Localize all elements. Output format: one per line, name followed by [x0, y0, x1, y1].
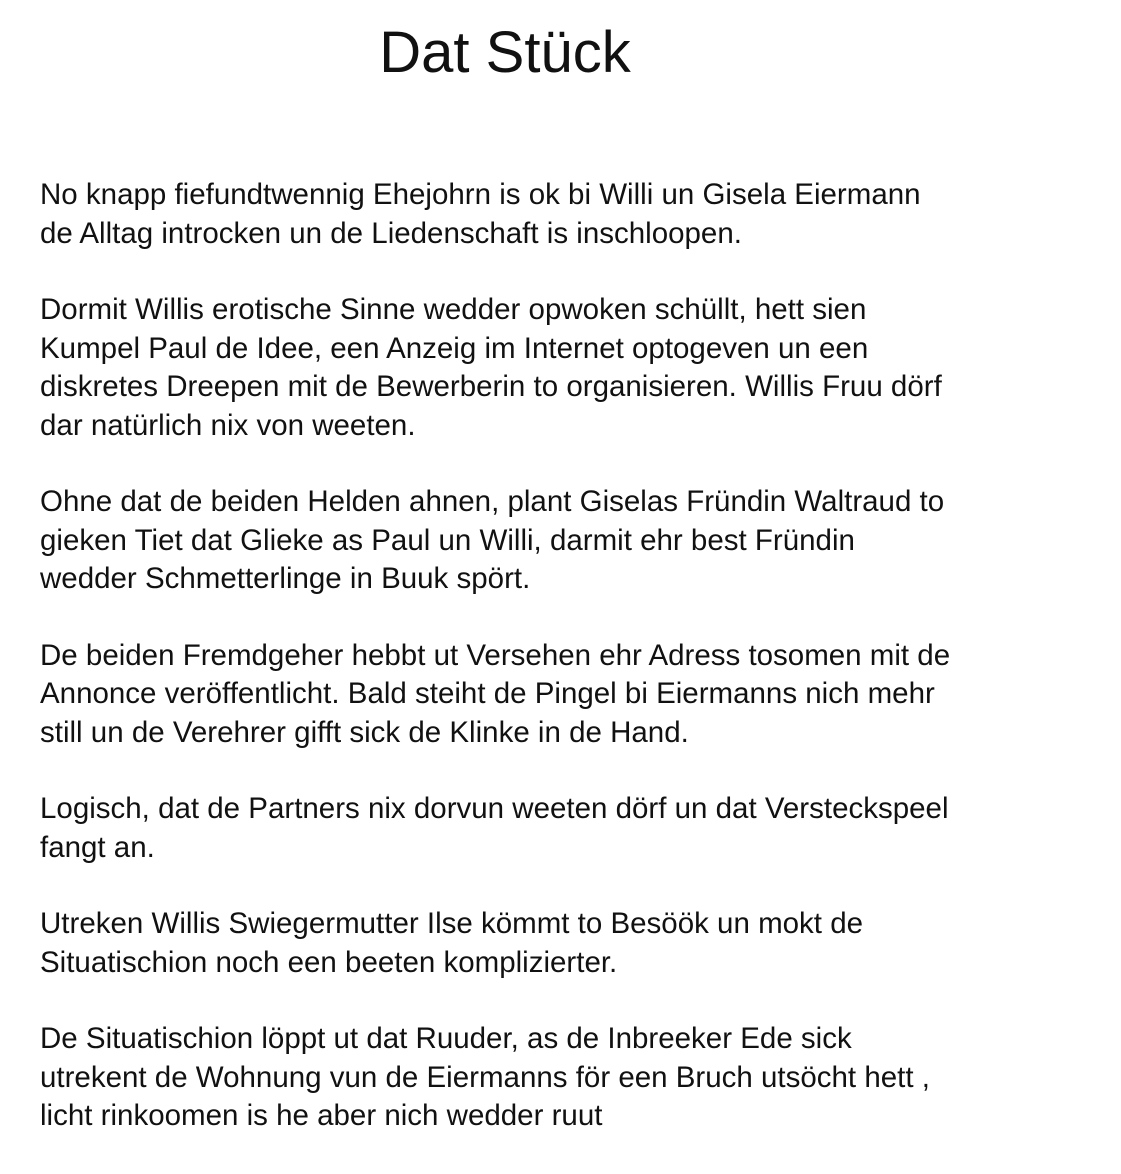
text-line: gieken Tiet dat Glieke as Paul un Willi, darmit ehr best Fründin: [40, 523, 855, 557]
text-line: fangt an.: [40, 830, 155, 864]
paragraph-2: [40, 291, 1100, 445]
text-line: Ohne dat de beiden Helden ahnen, plant Giselas Fründin Waltraud to: [40, 485, 945, 518]
paragraph-3: [40, 483, 1100, 599]
text-line: Annonce veröffentlicht. Bald steiht de Pingel bi Eiermanns nich mehr: [40, 677, 935, 710]
page-title: Dat Stück: [379, 20, 631, 85]
text-line: dar natürlich nix von weeten.: [40, 408, 416, 442]
text-line: diskretes Dreepen mit de Bewerberin to organisieren. Willis Fruu dörf: [40, 370, 942, 403]
text-line: De Situatischion löppt ut dat Ruuder, as de Inbreeker Ede sick: [40, 1022, 852, 1055]
text-line: Logisch, dat de Partners nix dorvun weeten dörf un dat Versteckspeel: [40, 792, 949, 825]
paragraph-1: [40, 176, 1100, 253]
text-line: licht rinkoomen is he aber nich wedder ruut: [40, 1099, 603, 1132]
text-line: Dormit Willis erotische Sinne wedder opwoken schüllt, hett sien: [40, 293, 867, 326]
text-line: utrekent de Wohnung vun de Eiermanns för een Bruch utsöcht hett ,: [40, 1060, 930, 1094]
text-line: de Alltag introcken un de Liedenschaft is inschloopen.: [40, 216, 742, 250]
text-line: wedder Schmetterlinge in Buuk spört.: [40, 562, 531, 595]
text-line: No knapp fiefundtwennig Ehejohrn is ok bi Willi un Gisela Eiermann: [40, 178, 921, 211]
text-line: Kumpel Paul de Idee, een Anzeig im Internet optogeven un een: [40, 331, 869, 365]
paragraph-4: [40, 637, 1100, 753]
paragraph-7: [40, 1020, 1100, 1136]
paragraph-5: [40, 790, 1100, 867]
text-line: still un de Verehrer gifft sick de Klinke in de Hand.: [40, 715, 689, 749]
document-body: [40, 176, 1100, 1174]
paragraph-6: [40, 905, 1100, 982]
text-line: Utreken Willis Swiegermutter Ilse kömmt to Besöök un mokt de: [40, 907, 864, 940]
text-line: De beiden Fremdgeher hebbt ut Versehen ehr Adress tosomen mit de: [40, 638, 951, 672]
text-line: Situatischion noch een beeten komplizierter.: [40, 945, 618, 979]
